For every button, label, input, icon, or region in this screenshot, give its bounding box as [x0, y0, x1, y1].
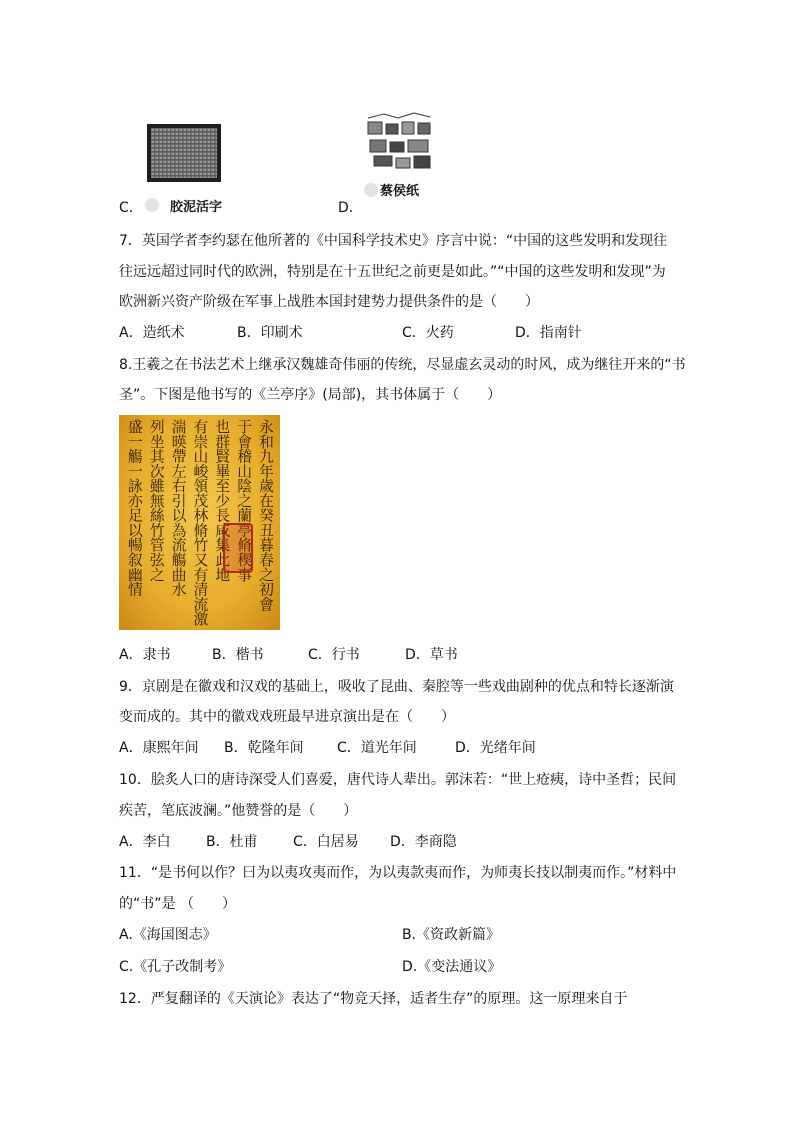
- q9-stem-line2: 变而成的。其中的徽戏戏班最早进京演出是在（ ）: [119, 709, 455, 725]
- q10-option-d[interactable]: D．李商隐: [390, 834, 457, 850]
- q11-option-c[interactable]: C.《孔子改制考》: [119, 959, 232, 975]
- q8-option-d[interactable]: D．草书: [405, 647, 458, 663]
- calligraphy-column: 列坐其次雖無絲竹管弦之: [147, 419, 165, 582]
- q11-stem-line1: 11．“是书何以作？曰为以夷攻夷而作，为以夷款夷而作，为师夷长技以制夷而作。”材料中: [119, 865, 677, 881]
- q10-stem-line1: 10．脍炙人口的唐诗深受人们喜爱，唐代诗人辈出。郭沫若：“世上疮痍，诗中圣哲；民间: [119, 772, 677, 788]
- q7-stem-line2: 往远远超过同时代的欧洲，特别是在十五世纪之前更是如此。”“中国的这些发明和发现”为: [119, 264, 666, 280]
- q9-option-b[interactable]: B．乾隆年间: [224, 740, 304, 756]
- q8-stem-line1: 8.王羲之在书法艺术上继承汉魏雄奇伟丽的传统，尽显虚玄灵动的时风，成为继往开来的“书: [119, 357, 686, 373]
- calligraphy-column: 盛一觴一詠亦足以暢叙幽情: [125, 419, 143, 597]
- option-marker-icon: [364, 183, 378, 197]
- q8-option-b[interactable]: B．楷书: [212, 647, 264, 663]
- q11-option-a[interactable]: A.《海国图志》: [119, 927, 217, 943]
- q6-option-d-caption: 蔡侯纸: [380, 184, 420, 199]
- q10-option-b[interactable]: B．杜甫: [206, 834, 258, 850]
- q7-option-b[interactable]: B．印刷术: [237, 325, 303, 341]
- red-seal-icon: [223, 523, 253, 573]
- q9-stem-line1: 9．京剧是在徽戏和汉戏的基础上，吸收了昆曲、秦腔等一些戏曲剧种的优点和特长逐渐演: [119, 679, 674, 695]
- q8-option-c[interactable]: C．行书: [308, 647, 360, 663]
- q7-option-c[interactable]: C．火药: [402, 325, 454, 341]
- calligraphy-column: 也群賢畢至少長咸集此地: [213, 419, 231, 582]
- q7-stem-line3: 欧洲新兴资产阶级在军事上战胜本国封建势力提供条件的是（ ）: [119, 294, 539, 310]
- q6-option-c-caption: 胶泥活字: [170, 200, 223, 215]
- q6-option-c-letter[interactable]: C．: [119, 200, 143, 216]
- calligraphy-column: 于會稽山陰之蘭亭脩稧事: [235, 419, 253, 582]
- q9-option-d[interactable]: D．光绪年间: [455, 740, 536, 756]
- q7-option-d[interactable]: D．指南针: [515, 325, 582, 341]
- q7-stem-line1: 7．英国学者李约瑟在他所著的《中国科学技术史》序言中说：“中国的这些发明和发现往: [119, 233, 668, 249]
- calligraphy-column: 湍暎帶左右引以為流觴曲水: [169, 419, 187, 597]
- q11-stem-line2: 的“书”是 （ ）: [119, 896, 236, 912]
- lantingxu-calligraphy-image: [119, 415, 280, 630]
- q6-option-d-letter[interactable]: D．: [338, 200, 363, 216]
- q12-stem-line1: 12．严复翻译的《天演论》表达了“物竞天择，适者生存”的原理。这一原理来自于: [119, 991, 628, 1007]
- papermaking-illustration: [364, 108, 436, 174]
- option-marker-icon: [145, 198, 159, 212]
- movable-type-image: [147, 124, 221, 182]
- q10-stem-line2: 疾苦，笔底波澜。”他赞誉的是（ ）: [119, 803, 358, 819]
- q8-option-a[interactable]: A．隶书: [119, 647, 171, 663]
- q9-option-c[interactable]: C．道光年间: [337, 740, 417, 756]
- q11-option-b[interactable]: B.《资政新篇》: [402, 927, 501, 943]
- q11-option-d[interactable]: D.《变法通议》: [402, 959, 502, 975]
- q7-option-a[interactable]: A．造纸术: [119, 325, 185, 341]
- q8-stem-line2: 圣”。下图是他书写的《兰亭序》(局部)，其书体属于（ ）: [119, 387, 502, 403]
- q9-option-a[interactable]: A．康熙年间: [119, 740, 199, 756]
- calligraphy-column: 有崇山峻領茂林脩竹又有清流激: [191, 419, 209, 626]
- calligraphy-column: 永和九年歲在癸丑暮春之初會: [257, 419, 274, 612]
- q10-option-a[interactable]: A．李白: [119, 834, 171, 850]
- q10-option-c[interactable]: C．白居易: [293, 834, 359, 850]
